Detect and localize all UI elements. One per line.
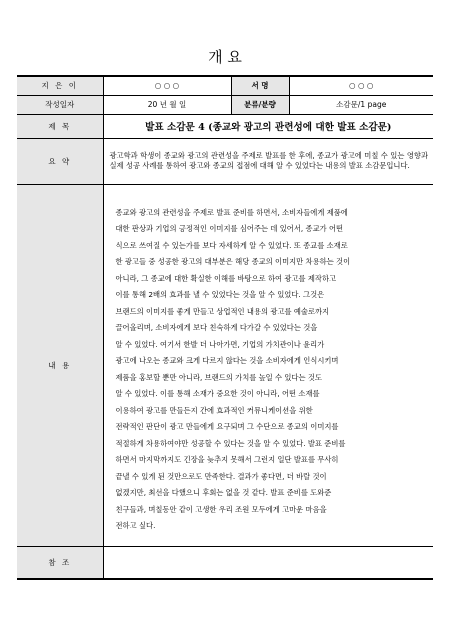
content-body [103, 184, 433, 546]
category-value: 소감문/1 page [289, 95, 433, 114]
content-line: 이용하여 광고를 만들든지 간에 효과적인 커뮤니케이션을 위한 [115, 405, 313, 415]
date-row [17, 95, 433, 114]
overview-form-table [17, 75, 433, 580]
subject-row [17, 114, 433, 138]
content-line: 광고에 나오는 종교와 크게 다르지 않다는 것을 소비자에게 인식시키며 [115, 356, 339, 365]
content-line: 제품을 홍보할 뿐만 아니라, 브랜드의 가치를 높일 수 있다는 것도 [115, 372, 322, 382]
reference-value [103, 546, 433, 579]
summary-label: 요 약 [17, 138, 103, 184]
content-line: 알 수 있었다. 여기서 한발 더 나아가면, 기업의 가치관이나 윤리가 [115, 339, 325, 349]
reference-row [17, 546, 433, 579]
content-line: 알 수 있었다. 이를 통해 소재가 중요한 것이 아니라, 어떤 소재를 [115, 389, 320, 398]
content-line: 대한 판상과 기업의 긍정적인 이미지를 심어주는 데 있어서, 종교가 어떤 [115, 224, 344, 233]
category-label: 분류/분량 [231, 95, 289, 114]
content-line: 이를 통해 2배의 효과를 낼 수 있었다는 것을 알 수 있었다. 그것은 [115, 290, 325, 299]
content-line: 끝낼 수 있게 된 것만으로도 만족한다. 결과가 좋다면, 더 바랄 것이 [115, 471, 327, 481]
summary-row [17, 138, 433, 184]
signature-label: 서 명 [231, 76, 289, 95]
content-line: 종교와 광고의 관련성을 주제로 발표 준비를 하면서, 소비자들에게 제품에 [115, 207, 348, 217]
content-line: 끌어올리며, 소비자에게 보다 친숙하게 다가갈 수 있었다는 것을 [115, 323, 318, 332]
content-line: 아니라, 그 종교에 대한 확실한 이해를 바탕으로 하여 광고를 제작하고 [115, 273, 337, 283]
content-line: 브랜드의 이미지를 좋게 만들고 상업적인 내용의 광고를 예술로까지 [115, 306, 330, 316]
content-line: 하면서 마지막까지도 긴장을 늦추지 못해서 그런지 일단 발표를 무사히 [115, 455, 339, 464]
date-label: 작성일자 [17, 95, 103, 114]
reference-label: 참 조 [17, 546, 103, 579]
signature-value: ○ ○ ○ [289, 76, 433, 95]
content-line: 친구들과, 며칠동안 같이 고생한 우리 조원 모두에게 고마운 마음을 [115, 504, 327, 514]
page-title: 개 요 [208, 48, 242, 66]
subject-label: 제 목 [17, 114, 103, 138]
content-row [17, 184, 433, 546]
author-value: ○ ○ ○ [103, 76, 231, 95]
summary-text: 광고학과 학생이 종교와 광고의 관련성을 주제로 발표를 한 후에, 종교가 광고에 미칠 수 있는 영향과 실제 성공 사례를 통하여 광고와 종교의 접점에 대해 알 수 있었다는 내용의 발표 소감문입니다. [103, 138, 433, 184]
content-line: 식으로 쓰여질 수 있는가를 보다 자세하게 알 수 있었다. 또 종교를 소재로 [115, 240, 348, 250]
subject-value: 발표 소감문 4 (종교와 광고의 관련성에 대한 발표 소감문) [103, 114, 433, 138]
author-label: 지 은 이 [17, 76, 103, 95]
content-line: 적절하게 차용하여야만 성공할 수 있다는 것을 알 수 있었다. 발표 준비를 [115, 438, 346, 448]
content-line: 전하고 싶다. [115, 521, 156, 530]
content-label: 내 용 [17, 184, 103, 546]
content-line: 한 광고들 중 성공한 광고의 대부분은 해당 종교의 이미지만 차용하는 것이 [115, 257, 351, 266]
author-row [17, 76, 433, 95]
date-value: 20 년 월 일 [103, 95, 231, 114]
content-line: 없겠지만, 최선을 다했으니 후회는 없을 것 같다. 발표 준비를 도와준 [115, 488, 332, 497]
content-line: 전략적인 판단이 광고 만들에게 요구되며 그 수단으로 종교의 이미지를 [115, 422, 339, 431]
